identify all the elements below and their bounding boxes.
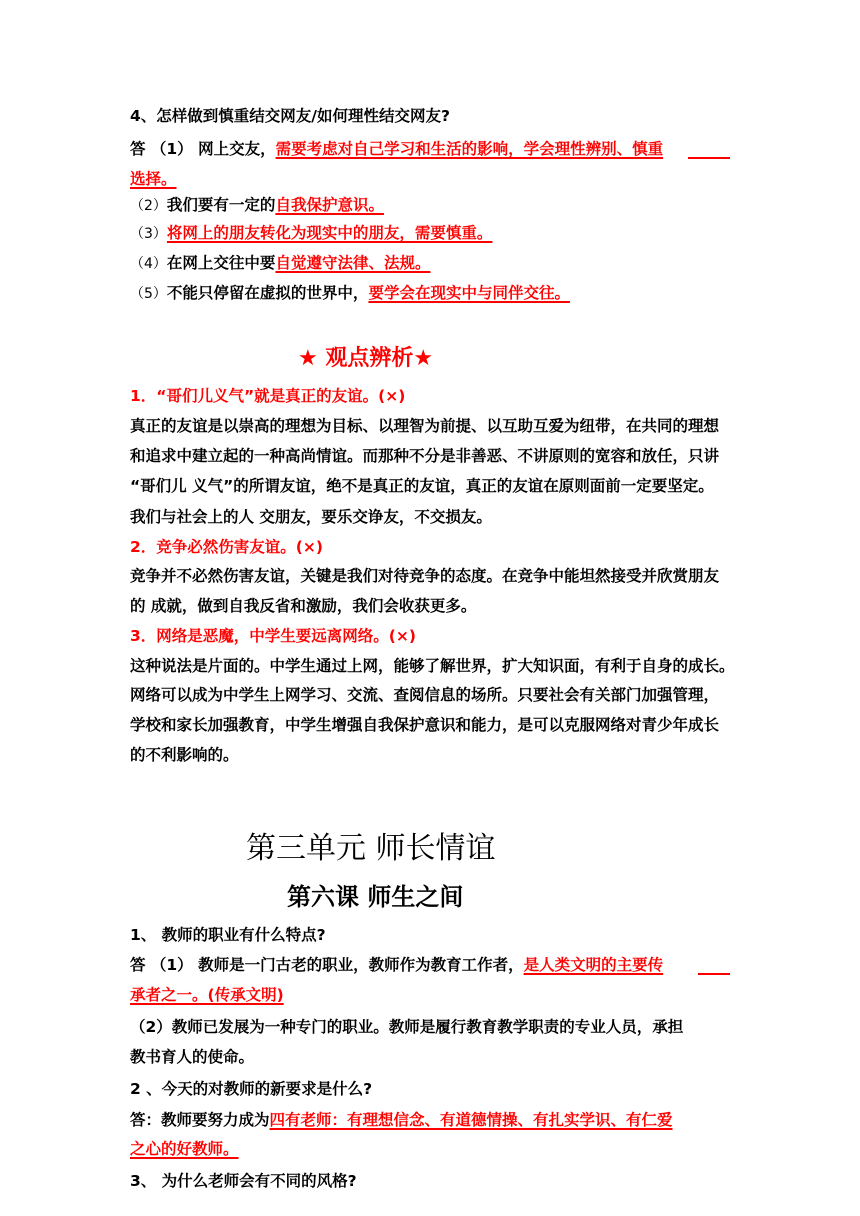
answer-highlight: 需要考虑对自己学习和生活的影响，学会理性辨别、慎重 xyxy=(275,140,664,158)
answer-highlight: 将网上的朋友转化为现实中的朋友，需要慎重。 xyxy=(166,224,493,242)
question-title: 1、 教师的职业有什么特点? xyxy=(130,926,326,944)
body-line: 的不利影响的。 xyxy=(130,746,239,764)
answer-highlight: 选择。 xyxy=(130,170,177,188)
underline-extension xyxy=(698,973,730,975)
claim-heading: 2．竞争必然伤害友谊。(×) xyxy=(130,538,323,556)
answer-line xyxy=(130,137,663,159)
question-title: 3、 为什么老师会有不同的风格? xyxy=(130,1172,357,1190)
answer-highlight: 自觉遵守法律、法规。 xyxy=(275,254,431,272)
answer-prefix: 答 （1） 教师是一门古老的职业，教师作为教育工作者， xyxy=(130,956,524,974)
body-line: 竞争并不必然伤害友谊，关键是我们对待竞争的态度。在竞争中能坦然接受并欣赏朋友 xyxy=(130,567,720,585)
answer-highlight: 四有老师：有理想信念、有道德情操、有扎实学识、有仁爱 xyxy=(269,1111,673,1129)
lesson-title: 第六课 师生之间 xyxy=(287,883,464,911)
answer-line: （2）教师已发展为一种专门的职业。教师是履行教育教学职责的专业人员，承担 xyxy=(130,1018,684,1036)
item-number: （2） xyxy=(130,198,167,214)
answer-text: 不能只停留在虚拟的世界中， xyxy=(166,284,369,302)
body-line: 的 成就，做到自我反省和激励，我们会收获更多。 xyxy=(130,597,477,615)
item-number: （4） xyxy=(130,256,167,272)
body-line: “哥们儿 义气”的所谓友谊，绝不是真正的友谊，真正的友谊在原则面前一定要坚定。 xyxy=(130,477,714,495)
answer-prefix: 答 （1） 网上交友， xyxy=(130,140,276,158)
answer-text: 在网上交往中要 xyxy=(166,254,276,272)
body-line: 我们与社会上的人 交朋友，要乐交诤友，不交损友。 xyxy=(130,508,492,526)
answer-line xyxy=(130,1108,673,1130)
answer-highlight: 自我保护意识。 xyxy=(275,196,384,214)
answer-highlight: 是人类文明的主要传 xyxy=(523,956,664,974)
unit-title: 第三单元 师长情谊 xyxy=(246,831,496,866)
body-line: 和追求中建立起的一种高尚情谊。而那种不分是非善恶、不讲原则的宽容和放任，只讲 xyxy=(130,447,720,465)
body-line: 这种说法是片面的。中学生通过上网，能够了解世界，扩大知识面，有利于自身的成长。 xyxy=(130,657,735,675)
answer-line xyxy=(130,221,492,243)
answer-prefix: 答：教师要努力成为 xyxy=(130,1111,270,1129)
claim-heading: 1．“哥们儿义气”就是真正的友谊。(×) xyxy=(130,387,406,405)
answer-highlight: 之心的好教师。 xyxy=(130,1140,239,1158)
answer-highlight: 承者之一。(传承文明) xyxy=(130,986,284,1004)
answer-line xyxy=(130,953,663,975)
answer-text: 我们要有一定的 xyxy=(166,196,276,214)
body-line: 网络可以成为中学生上网学习、交流、查阅信息的场所。只要社会有关部门加强管理， xyxy=(130,686,720,704)
answer-line xyxy=(130,281,570,303)
answer-line: 教书育人的使命。 xyxy=(130,1048,255,1066)
answer-highlight: 要学会在现实中与同伴交往。 xyxy=(368,284,570,302)
answer-line xyxy=(130,193,384,215)
claim-heading: 3．网络是恶魔，中学生要远离网络。(×) xyxy=(130,627,416,645)
item-number: （3） xyxy=(130,226,167,242)
body-line: 真正的友谊是以崇高的理想为目标、以理智为前提、以互助互爱为纽带，在共同的理想 xyxy=(130,417,720,435)
body-line: 学校和家长加强教育，中学生增强自我保护意识和能力，是可以克服网络对青少年成长 xyxy=(130,716,720,734)
item-number: （5） xyxy=(130,286,167,302)
answer-line xyxy=(130,251,430,273)
underline-extension xyxy=(688,157,730,159)
question-title: 4、怎样做到慎重结交网友/如何理性结交网友? xyxy=(130,107,450,125)
question-title: 2 、今天的对教师的新要求是什么? xyxy=(130,1080,373,1098)
section-heading: ★ 观点辨析★ xyxy=(298,346,434,371)
